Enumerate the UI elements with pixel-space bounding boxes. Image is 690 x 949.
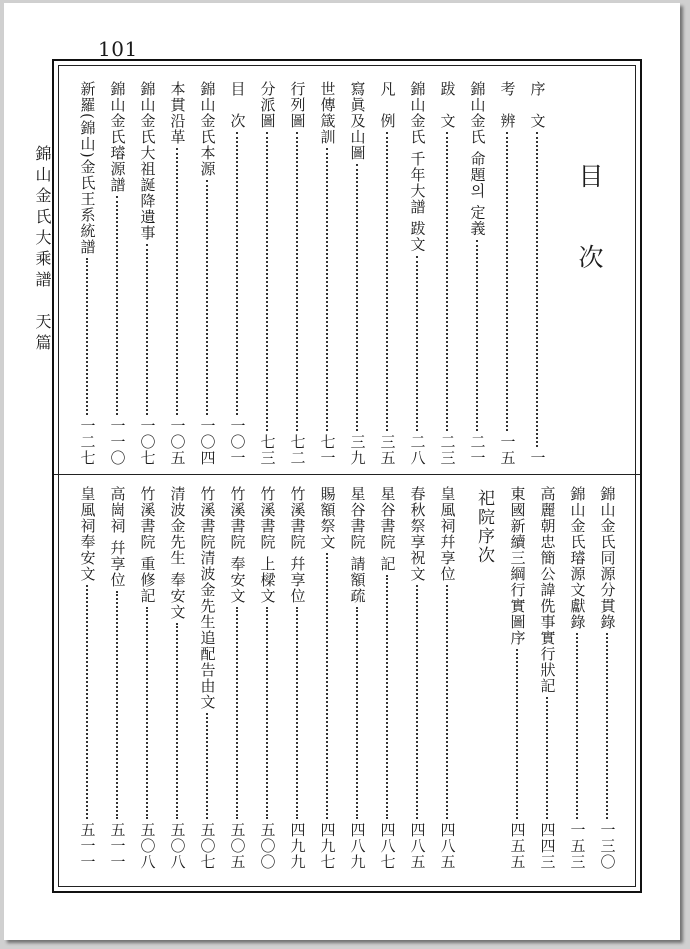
dot-leader: [606, 633, 608, 819]
dot-leader: [576, 633, 578, 819]
toc-entry-page: 五〇五: [228, 822, 247, 870]
toc-entry-title: 星谷書院 請額疏: [348, 486, 367, 604]
toc-entry-page: 二八: [408, 434, 427, 466]
toc-entry-page: 五〇八: [168, 822, 187, 870]
toc-entry-page: 四九九: [288, 822, 307, 870]
toc-entry-title: 竹溪書院 幷享位: [288, 486, 307, 604]
dot-leader: [386, 575, 388, 819]
toc-heading: 目 次: [575, 163, 604, 293]
toc-entry-title: 目 次: [228, 81, 247, 129]
toc-entry-page: 二一: [468, 434, 487, 466]
toc-entry-page: 四九七: [318, 822, 337, 870]
toc-entry-title: 凡 例: [378, 81, 397, 129]
dot-leader: [536, 132, 538, 447]
toc-entry-title: 序 文: [528, 81, 547, 129]
toc-entry-page: 一〇一: [228, 418, 247, 466]
toc-entry[interactable]: [316, 81, 338, 466]
toc-entry[interactable]: [76, 81, 98, 466]
toc-entry[interactable]: [256, 486, 278, 870]
toc-entry-page: 一〇五: [168, 418, 187, 466]
toc-entry-page: 五一一: [108, 822, 127, 870]
dot-leader: [116, 591, 118, 819]
toc-entry-title: 錦山金氏璿源譜: [108, 81, 127, 193]
dot-leader: [326, 148, 328, 431]
dot-leader: [506, 132, 508, 431]
toc-entry[interactable]: [136, 81, 158, 466]
toc-entry-page: 四五五: [508, 822, 527, 870]
dot-leader: [416, 585, 418, 819]
toc-entry[interactable]: [466, 81, 488, 466]
toc-entry-page: 四四三: [538, 822, 557, 870]
dot-leader: [176, 623, 178, 819]
dot-leader: [356, 164, 358, 431]
toc-entry-title: 竹溪書院 重修記: [138, 486, 157, 604]
toc-entry-page: 四八九: [348, 822, 367, 870]
toc-entry-title: 賜額祭文: [318, 486, 337, 550]
toc-entry-title: 東國新續三綱行實圖序: [508, 486, 527, 646]
toc-entry-page: 五〇〇: [258, 822, 277, 870]
toc-entry[interactable]: [166, 81, 188, 466]
dot-leader: [476, 240, 478, 431]
toc-entry-title: 竹溪書院 上樑文: [258, 486, 277, 604]
toc-entry[interactable]: [406, 81, 428, 466]
toc-entry-title: 皇風祠幷享位: [438, 486, 457, 582]
dot-leader: [176, 148, 178, 415]
toc-entry[interactable]: [106, 486, 128, 870]
dot-leader: [206, 180, 208, 415]
toc-entry[interactable]: [196, 81, 218, 466]
section-heading: 祀院序次: [474, 489, 494, 565]
toc-entry-title: 星谷書院 記: [378, 486, 397, 572]
toc-entry[interactable]: [596, 486, 618, 870]
dot-leader: [266, 132, 268, 431]
toc-entry-title: 高崗祠 幷享位: [108, 486, 127, 588]
dot-leader: [266, 607, 268, 819]
dot-leader: [416, 256, 418, 431]
toc-entry-title: 竹溪書院清波金先生追配告由文: [198, 486, 217, 710]
dot-leader: [236, 607, 238, 819]
page-number: 101: [98, 37, 138, 61]
running-head: 錦山金氏大乘譜 天篇: [33, 145, 52, 355]
toc-entry-page: 一一〇: [108, 418, 127, 466]
toc-entry-page: 二三: [438, 434, 457, 466]
toc-entry[interactable]: [436, 81, 458, 466]
toc-entry-title: 清波金先生 奉安文: [168, 486, 187, 620]
toc-entry[interactable]: [346, 486, 368, 870]
dot-leader: [146, 607, 148, 819]
dot-leader: [86, 585, 88, 819]
dot-leader: [546, 697, 548, 819]
toc-entry[interactable]: [286, 81, 308, 466]
dot-leader: [206, 713, 208, 819]
toc-entry-title: 分派圖: [258, 81, 277, 129]
toc-entry[interactable]: [406, 486, 428, 870]
dot-leader: [516, 649, 518, 819]
toc-entry-page: 七二: [288, 434, 307, 466]
dot-leader: [296, 132, 298, 431]
toc-entry-page: 四八五: [438, 822, 457, 870]
toc-entry[interactable]: [166, 486, 188, 870]
dot-leader: [356, 607, 358, 819]
toc-entry-page: 七三: [258, 434, 277, 466]
toc-entry-title: 竹溪書院 奉安文: [228, 486, 247, 604]
dot-leader: [86, 258, 88, 415]
toc-entry-page: 一五: [498, 434, 517, 466]
toc-entry-page: 一五三: [568, 822, 587, 870]
dot-leader: [446, 585, 448, 819]
toc-entry[interactable]: [376, 81, 398, 466]
toc-entry[interactable]: [76, 486, 98, 870]
toc-entry[interactable]: [436, 486, 458, 870]
document-page: [4, 3, 680, 940]
toc-entry[interactable]: [316, 486, 338, 870]
toc-entry-title: 寫眞及山圖: [348, 81, 367, 161]
toc-entry[interactable]: [286, 486, 308, 870]
toc-entry[interactable]: [506, 486, 528, 870]
toc-entry[interactable]: [526, 81, 548, 466]
dot-leader: [386, 132, 388, 431]
toc-entry-title: 行列圖: [288, 81, 307, 129]
toc-entry[interactable]: [256, 81, 278, 466]
section-divider: [54, 474, 640, 475]
toc-entry[interactable]: [226, 486, 248, 870]
toc-entry[interactable]: [566, 486, 588, 870]
toc-entry-page: 五〇八: [138, 822, 157, 870]
toc-entry-title: 本貫沿革: [168, 81, 187, 145]
toc-entry-title: 跋 文: [438, 81, 457, 129]
toc-entry-title: 新羅(錦山)金氏王系統譜: [78, 81, 97, 255]
toc-entry-page: 一〇七: [138, 418, 157, 466]
toc-entry-page: 五〇七: [198, 822, 217, 870]
toc-entry-page: 三五: [378, 434, 397, 466]
toc-entry-page: 四八七: [378, 822, 397, 870]
toc-entry-page: 一三〇: [598, 822, 617, 870]
toc-entry-page: 三九: [348, 434, 367, 466]
toc-entry[interactable]: [106, 81, 128, 466]
toc-entry[interactable]: [226, 81, 248, 466]
toc-entry[interactable]: [496, 81, 518, 466]
toc-entry-page: 四八五: [408, 822, 427, 870]
toc-entry-title: 錦山金氏璿源文獻錄: [568, 486, 587, 630]
toc-entry-title: 皇風祠奉安文: [78, 486, 97, 582]
toc-entry[interactable]: [196, 486, 218, 870]
toc-entry-title: 錦山金氏同源分貫錄: [598, 486, 617, 630]
toc-entry-title: 錦山金氏 千年大譜 跋文: [408, 81, 427, 253]
dot-leader: [326, 553, 328, 819]
toc-entry-page: 一二七: [78, 418, 97, 466]
toc-entry-page: 一〇四: [198, 418, 217, 466]
dot-leader: [236, 132, 238, 415]
toc-entry[interactable]: [136, 486, 158, 870]
dot-leader: [146, 244, 148, 415]
dot-leader: [296, 607, 298, 819]
toc-entry-title: 考 辨: [498, 81, 517, 129]
toc-entry-title: 錦山金氏大祖誕降遺事: [138, 81, 157, 241]
dot-leader: [116, 196, 118, 415]
toc-entry[interactable]: [536, 486, 558, 870]
toc-entry-title: 錦山金氏 命題의 定義: [468, 81, 487, 237]
toc-entry-page: 五一一: [78, 822, 97, 870]
toc-entry-title: 世傳箴訓: [318, 81, 337, 145]
toc-entry[interactable]: [376, 486, 398, 870]
toc-entry[interactable]: [346, 81, 368, 466]
toc-entry-page: 一: [528, 450, 547, 466]
toc-entry-title: 錦山金氏本源: [198, 81, 217, 177]
dot-leader: [446, 132, 448, 431]
toc-entry-title: 高麗朝忠簡公諱侁事實行狀記: [538, 486, 557, 694]
toc-entry-page: 七一: [318, 434, 337, 466]
toc-entry-title: 春秋祭享祝文: [408, 486, 427, 582]
